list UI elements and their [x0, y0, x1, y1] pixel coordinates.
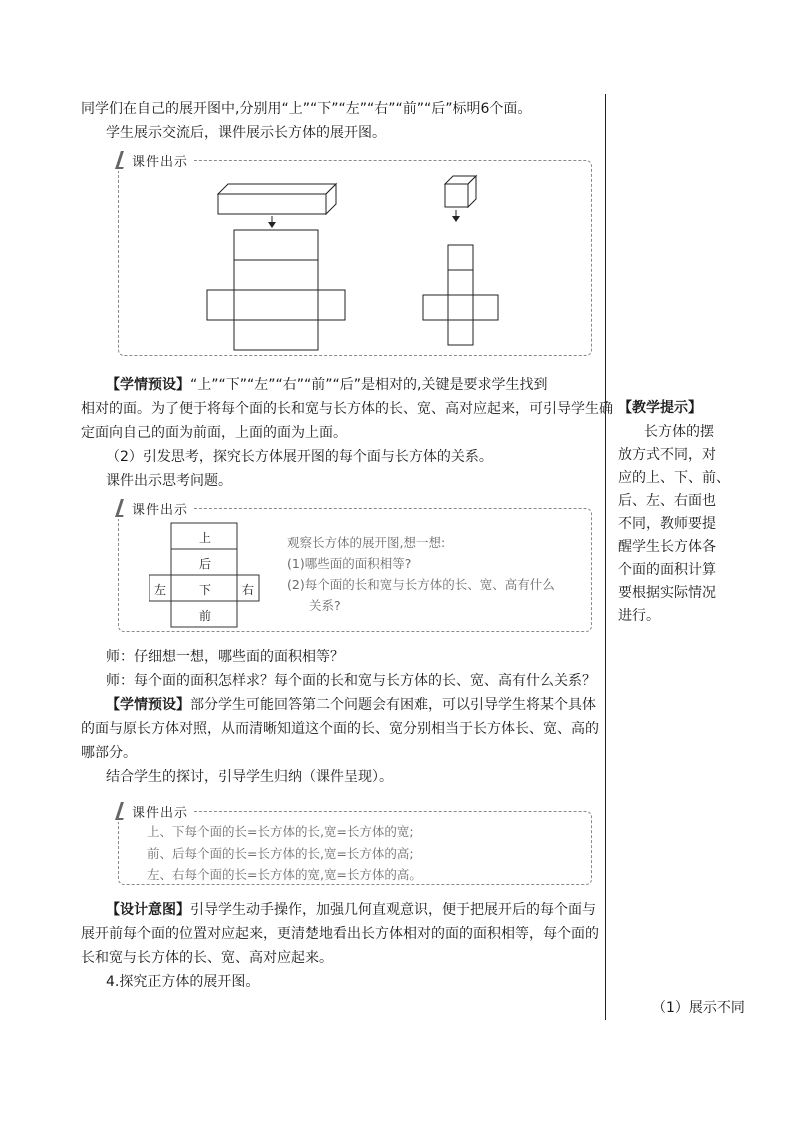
courseware-box-questions	[118, 508, 592, 632]
paragraph-label-faces: 同学们在自己的展开图中,分别用“上”“下”“左”“右”“前”“后”标明6个面。	[81, 101, 532, 117]
net-face-front	[234, 320, 318, 350]
labeled-net	[149, 521, 267, 627]
cube-front-face	[445, 184, 468, 207]
paragraph-design-intent-line3: 长和宽与长方体的长、宽、高对应起来。	[81, 950, 333, 966]
paragraph-preset-2-line2: 的面与原长方体对照，从而清晰知道这个面的长、宽分别相当于长方体长、宽、高的	[81, 721, 599, 737]
sidebar-line-7: 个面的面积计算	[618, 562, 716, 578]
paragraph-preset-2-line3: 哪部分。	[81, 745, 137, 761]
question-2-cont: 关系?	[309, 598, 341, 613]
paragraph-design-intent: 【设计意图】引导学生动手操作，加强几何直观意识，便于把展开后的每个面与	[106, 902, 596, 918]
net-label-top: 上	[199, 531, 212, 545]
teacher-question-1: 师：仔细想一想，哪些面的面积相等？	[106, 649, 344, 665]
sidebar-line-6: 醒学生长方体各	[618, 539, 716, 555]
cube-net-face-right	[473, 295, 498, 320]
net-label-right: 右	[242, 583, 255, 597]
cube-net-face-back	[448, 270, 473, 295]
arrow-down-icon	[452, 216, 460, 222]
summary-line-1: 上、下每个面的长=长方体的长,宽=长方体的宽;	[147, 824, 414, 839]
cuboid-top-face	[218, 184, 336, 194]
paragraph-show-net: 学生展示交流后，课件展示长方体的展开图。	[106, 125, 386, 141]
slash-mark-icon	[115, 499, 129, 517]
sidebar-footer: （1）展示不同	[652, 1000, 745, 1016]
paragraph-preset-1: 【学情预设】“上”“下”“左”“右”“前”“后”是相对的,关键是要求学生找到	[106, 377, 548, 393]
sidebar-title: 【教学提示】	[618, 400, 702, 416]
paragraph-summarize: 结合学生的探讨，引导学生归纳（课件呈现）。	[106, 769, 393, 785]
sidebar-line-3: 应的上、下、前、	[618, 470, 730, 486]
summary-line-2: 前、后每个面的长=长方体的长,宽=长方体的高;	[147, 846, 414, 861]
cube-net-face-top	[448, 245, 473, 270]
sidebar-line-8: 要根据实际情况	[618, 585, 716, 601]
net-label-left: 左	[154, 583, 167, 597]
courseware-tag-1: 课件出示	[118, 149, 194, 171]
sidebar-line-5: 不同，教师要提	[618, 516, 716, 532]
net-label-bottom: 下	[199, 583, 212, 597]
paragraph-cube-net: 4.探究正方体的展开图。	[106, 974, 260, 990]
cube-net-face-left	[423, 295, 448, 320]
sidebar-line-4: 后、左、右面也	[618, 493, 716, 509]
cuboid-front-face	[218, 194, 326, 214]
paragraph-preset-1-line2: 相对的面。为了便于将每个面的长和宽与长方体的长、宽、高对应起来，可引导学生确	[81, 401, 613, 417]
summary-line-3: 左、右每个面的长=长方体的宽,宽=长方体的高。	[147, 867, 422, 882]
courseware-tag-3: 课件出示	[118, 800, 194, 822]
cube-net-face-bottom	[448, 295, 473, 320]
paragraph-design-intent-line2: 展开前每个面的位置对应起来，更清楚地看出长方体相对的面的面积相等，每个面的	[81, 926, 599, 942]
sidebar-line-9: 进行。	[618, 608, 660, 624]
slash-mark-icon	[115, 802, 129, 820]
net-face-back	[234, 260, 318, 290]
net-face-right	[318, 290, 345, 320]
courseware-box-summary	[118, 811, 592, 885]
column-divider	[605, 94, 606, 1020]
paragraph-think: （2）引发思考，探究长方体展开图的每个面与长方体的关系。	[106, 449, 493, 465]
cube-net-face-front	[448, 320, 473, 345]
sidebar-line-1: 长方体的摆	[644, 424, 714, 440]
cuboid-net-diagram	[118, 160, 592, 356]
courseware-tag-2: 课件出示	[118, 497, 194, 519]
question-intro: 观察长方体的展开图,想一想:	[287, 535, 446, 550]
paragraph-preset-2: 【学情预设】部分学生可能回答第二个问题会有困难，可以引导学生将某个具体	[106, 697, 596, 713]
sidebar-line-2: 放方式不同，对	[618, 447, 716, 463]
arrow-down-icon	[268, 222, 276, 228]
paragraph-preset-1-line3: 定面向自己的面为前面，上面的面为上面。	[81, 425, 347, 441]
slash-mark-icon	[115, 151, 129, 169]
net-label-back: 后	[199, 557, 212, 571]
net-face-bottom	[234, 290, 318, 320]
net-face-left	[207, 290, 234, 320]
courseware-box-nets	[118, 160, 592, 356]
question-2: (2)每个面的长和宽与长方体的长、宽、高有什么	[287, 577, 555, 592]
net-face-top	[234, 230, 318, 260]
teacher-question-2: 师：每个面的面积怎样求？每个面的长和宽与长方体的长、宽、高有什么关系？	[106, 673, 596, 689]
net-label-front: 前	[199, 609, 212, 623]
question-1: (1)哪些面的面积相等?	[287, 556, 412, 571]
paragraph-show-question: 课件出示思考问题。	[106, 473, 232, 489]
